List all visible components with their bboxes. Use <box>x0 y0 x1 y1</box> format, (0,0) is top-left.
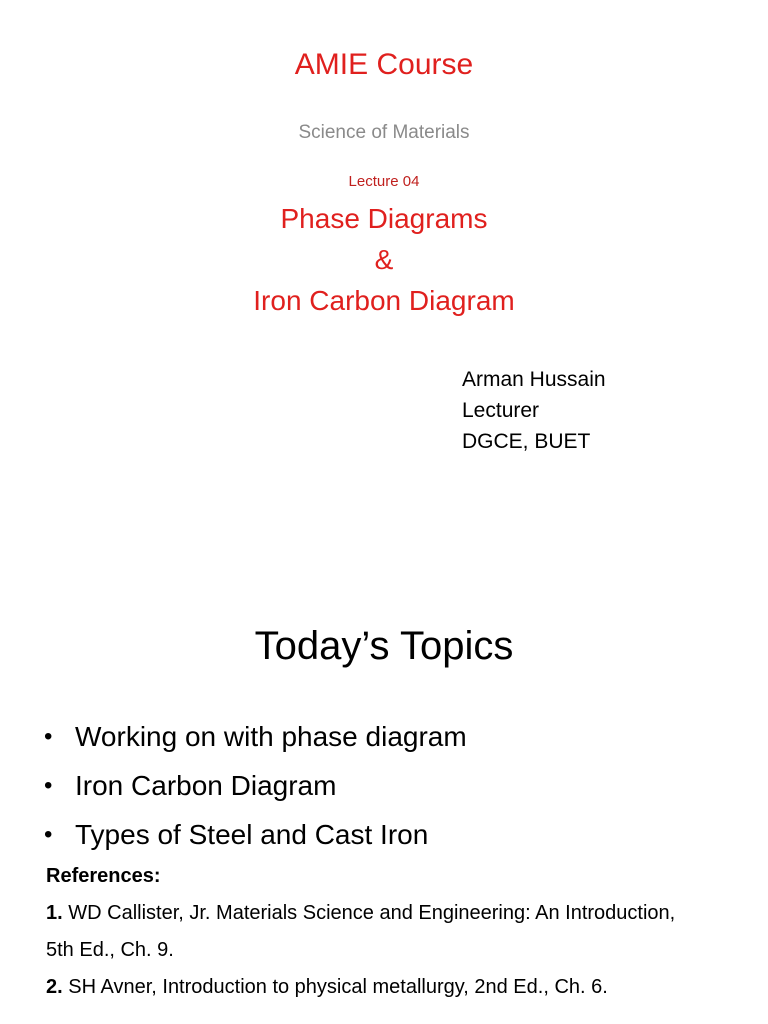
subject-subtitle: Science of Materials <box>298 122 470 143</box>
list-item <box>44 810 467 859</box>
lecture-title-line: Phase Diagrams <box>280 203 488 234</box>
topic-text: Iron Carbon Diagram <box>75 770 337 801</box>
author-affiliation: DGCE, BUET <box>462 430 591 453</box>
topic-text: Working on with phase diagram <box>75 721 467 752</box>
author-block <box>462 364 606 457</box>
bullet-icon: • <box>44 772 53 799</box>
course-title: AMIE Course <box>294 48 474 81</box>
reference-text: SH Avner, Introduction to physical metallurgy, 2nd Ed., Ch. 6. <box>68 976 608 998</box>
lecture-title-line: Iron Carbon Diagram <box>253 285 515 316</box>
reference-text: WD Callister, Jr. Materials Science and Engineering: An Introduction, <box>68 902 676 924</box>
reference-number: 1. <box>46 902 63 924</box>
list-item <box>44 761 467 810</box>
topic-text: Types of Steel and Cast Iron <box>75 819 429 850</box>
reference-continuation: 5th Ed., Ch. 9. <box>46 939 174 961</box>
reference-item <box>46 972 746 1003</box>
references-heading: References: <box>46 865 161 887</box>
bullet-icon: • <box>44 723 53 750</box>
author-name: Arman Hussain <box>462 368 606 391</box>
reference-number: 2. <box>46 976 63 998</box>
lecture-title <box>0 198 768 321</box>
author-role: Lecturer <box>462 399 540 422</box>
topics-list <box>44 712 467 859</box>
topics-heading: Today’s Topics <box>254 624 514 668</box>
reference-item <box>46 898 746 929</box>
references-section <box>46 860 746 1003</box>
lecture-number: Lecture 04 <box>348 173 420 190</box>
lecture-title-line: & <box>374 244 394 275</box>
bullet-icon: • <box>44 821 53 848</box>
list-item <box>44 712 467 761</box>
